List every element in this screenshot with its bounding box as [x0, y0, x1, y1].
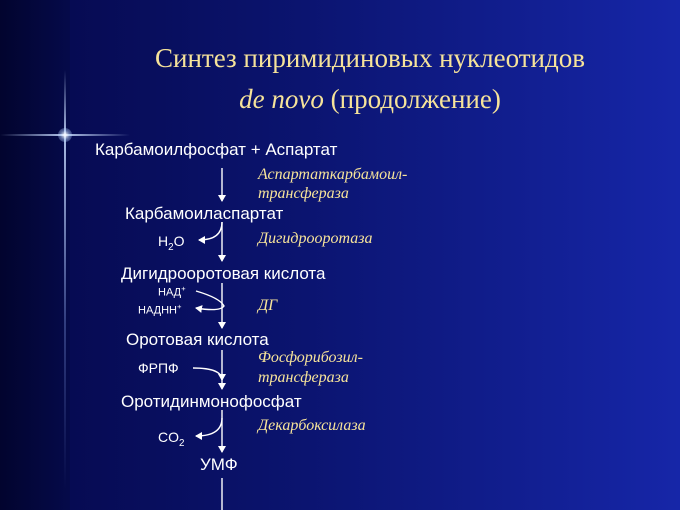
- enzyme-4-line-1: Фосфорибозил-: [258, 349, 363, 366]
- enzyme-2: Дигидрооротаза: [258, 230, 373, 247]
- arrow-water-release: [199, 222, 222, 240]
- title-continuation: (продолжение): [323, 84, 501, 114]
- product-orotic-acid: Оротовая кислота: [126, 330, 269, 349]
- product-ump: УМФ: [200, 455, 238, 474]
- arrow-co2-release: [196, 418, 222, 436]
- product-dihydroorotate: Дигидрооротовая кислота: [121, 264, 326, 283]
- arrow-prpp-input: [193, 368, 222, 380]
- enzyme-1-line-1: Аспартаткарбамоил-: [258, 166, 408, 183]
- co2-label: $CO_2$: [158, 429, 185, 449]
- nad-label: НАД+: [158, 284, 186, 299]
- nadh-label: НАДНН+: [138, 302, 182, 317]
- enzyme-1-line-2: трансфераза: [258, 185, 349, 202]
- arrow-nad-cycle: [196, 291, 224, 310]
- prpp-label: ФРПФ: [138, 360, 179, 376]
- title-de-novo: de novo: [239, 84, 324, 114]
- product-carbamoylaspartate: Карбамоиласпартат: [125, 204, 284, 223]
- enzyme-5: Декарбоксилаза: [258, 417, 366, 434]
- product-omp: Оротидинмонофосфат: [121, 392, 302, 411]
- step1-substrates: Карбамоилфосфат + Аспартат: [95, 140, 338, 159]
- enzyme-4-line-2: трансфераза: [258, 369, 349, 386]
- enzyme-3: ДГ: [258, 297, 278, 314]
- water-label: $H_2O$: [158, 233, 185, 253]
- title-line-1: Синтез пиримидиновых нуклеотидов: [155, 43, 585, 73]
